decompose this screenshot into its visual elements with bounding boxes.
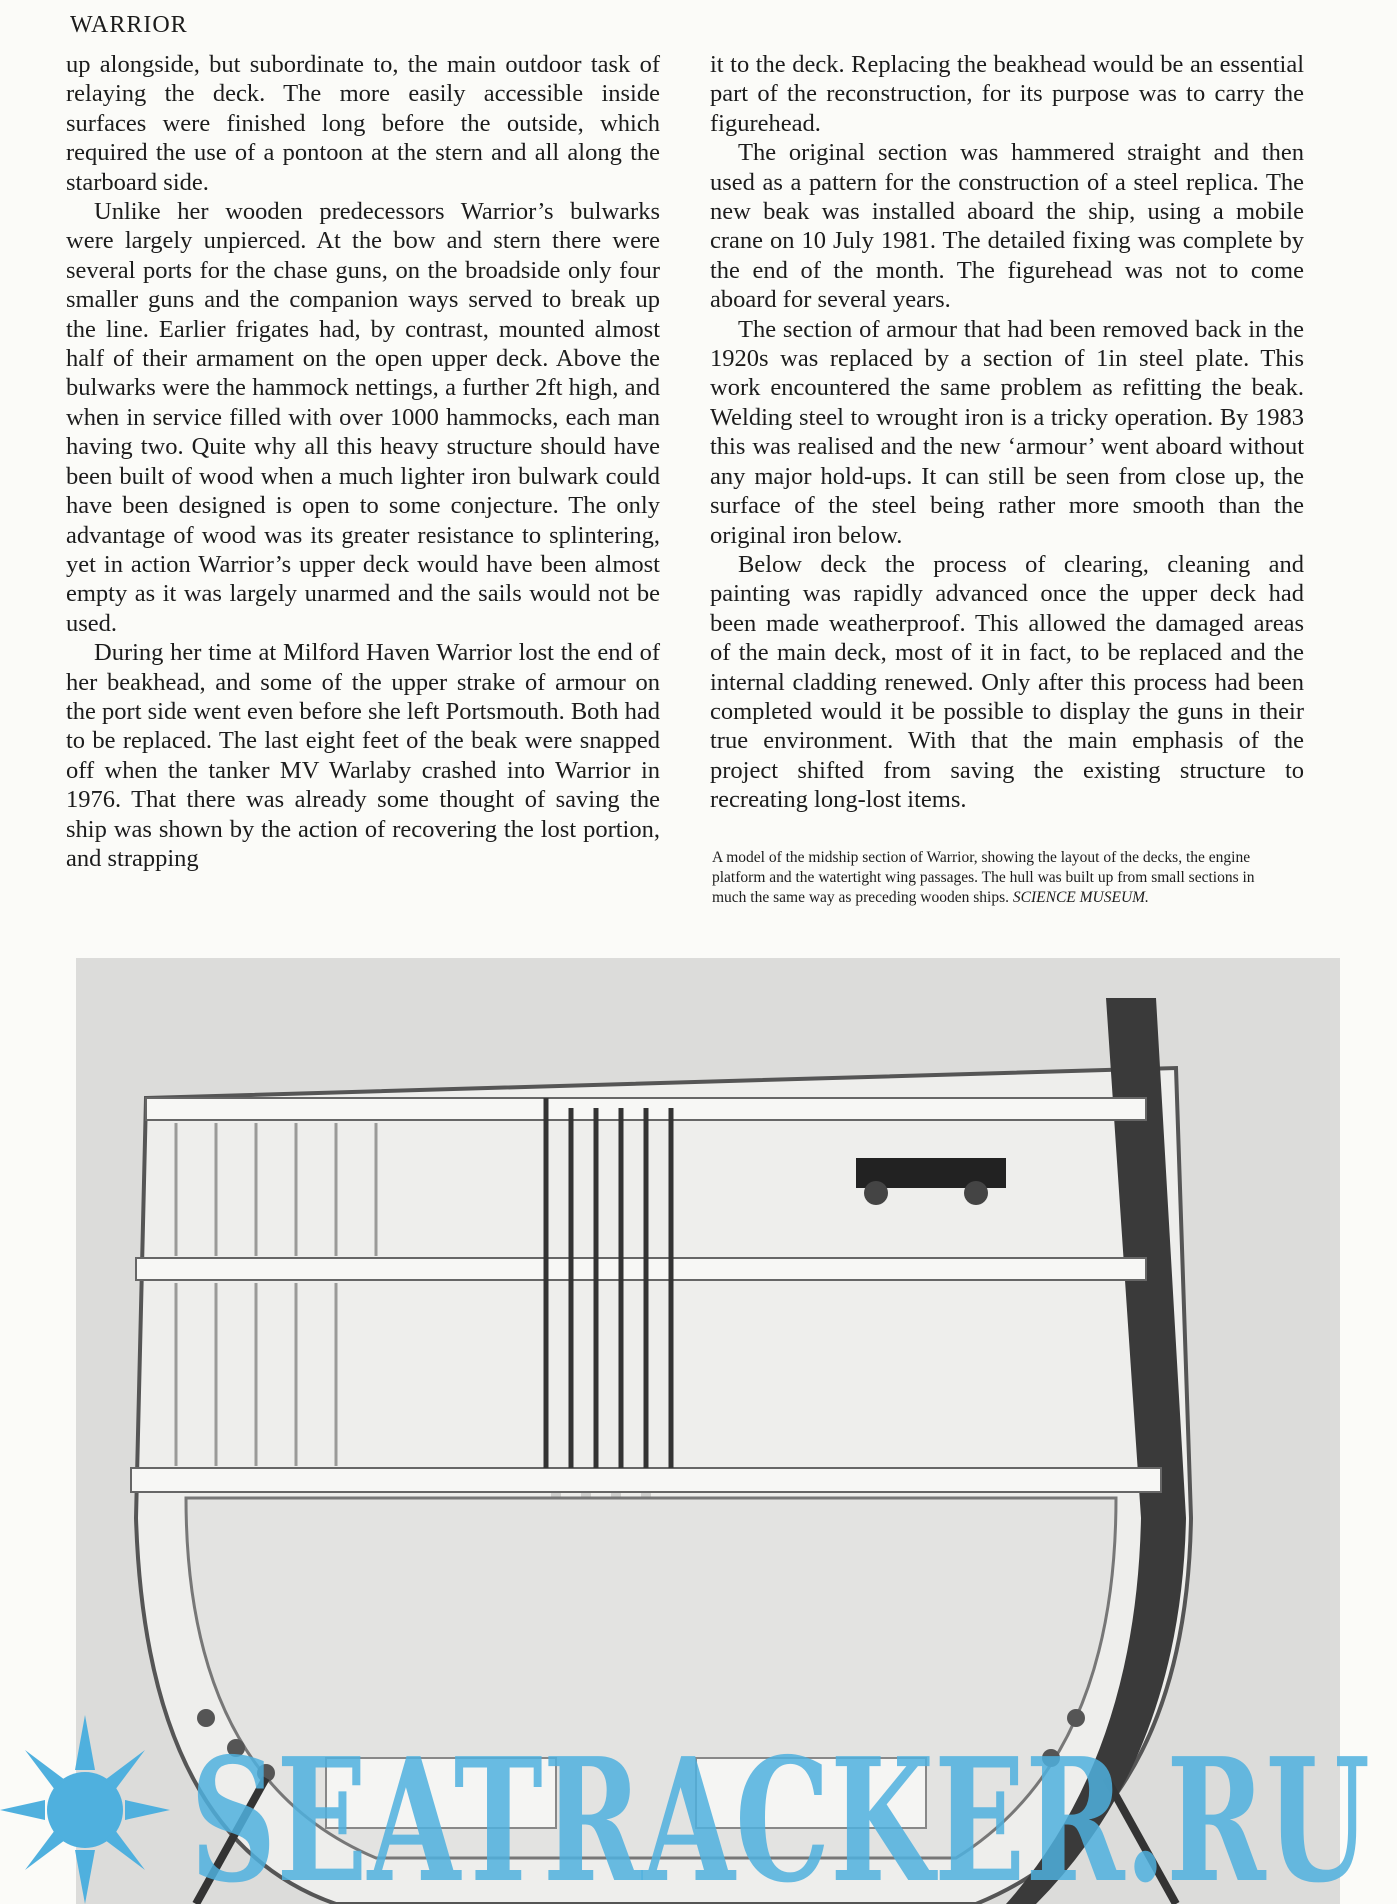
watermark-graphic <box>0 1715 1397 1904</box>
paragraph: During her time at Milford Haven Warrior lost the end of her beakhead, and some of the upper strake of armour on the port side went even before she left Portsmouth. Both had to be replaced. The last eight feet of the beak were snapped off when the tanker MV Warlaby crashed into Warrior in 1976. That there was already some thought of saving the ship was shown by the action of recovering the lost portion, and strapping <box>66 639 660 872</box>
left-column <box>66 50 660 873</box>
running-head: WARRIOR <box>70 12 188 38</box>
paragraph: up alongside, but subordinate to, the main outdoor task of relaying the deck. The more easily accessible inside surfaces were finished long before the outside, which required the use of a pontoon at the stern and all along the starboard side. <box>66 51 660 196</box>
watermark-text: SEATRACKER.RU <box>190 1721 1370 1904</box>
paragraph: it to the deck. Replacing the beakhead would be an essential part of the reconstruction, for its purpose was to carry the figurehead. <box>710 51 1304 137</box>
figure-caption <box>712 848 1272 908</box>
paragraph: Unlike her wooden predecessors Warrior’s bulwarks were largely unpierced. At the bow and stern there were several ports for the chase guns, on the broadside only four smaller guns and the companion ways served to break up the line. Earlier frigates had, by contrast, mounted almost half of their armament on the open upper deck. Above the bulwarks were the hammock nettings, a further 2ft high, and when in service filled with over 1000 hammocks, each man having two. Quite why all this heavy structure should have been built of wood when a much lighter iron bulwark could have been designed is open to some conjecture. The only advantage of wood was its greater resistance to splintering, yet in action Warrior’s upper deck would have been almost empty as it was largely unarmed and the sails would not be used. <box>66 198 660 637</box>
paragraph: Below deck the process of clearing, cleaning and painting was rapidly advanced once the upper deck had been made weatherproof. This allowed the damaged areas of the main deck, most of it in fact, to be replaced and the internal cladding renewed. Only after this process had been completed would it be possible to display the guns in their true environment. With that the main emphasis of the project shifted from saving the existing structure to recreating long-lost items. <box>710 550 1304 814</box>
paragraph: The original section was hammered straight and then used as a pattern for the construction of a steel replica. The new beak was installed aboard the ship, using a mobile crane on 10 July 1981. The detailed fixing was complete by the end of the month. The figurehead was not to come aboard for several years. <box>710 139 1304 314</box>
right-column <box>710 50 1304 815</box>
caption-credit: SCIENCE MUSEUM. <box>1012 889 1149 906</box>
seatracker-watermark <box>0 1715 1397 1904</box>
caption-text: A model of the midship section of Warrior, showing the layout of the decks, the engine platform and the watertight wing passages. The hull was built up from small sections in much the same way as preceding wooden ships. <box>712 849 1255 906</box>
sun-burst-icon <box>0 1715 170 1904</box>
paragraph: The section of armour that had been removed back in the 1920s was replaced by a section of 1in steel plate. This work encountered the same problem as refitting the beak. Welding steel to wrought iron is a tricky operation. By 1983 this was realised and the new ‘armour’ went aboard without any major hold-ups. It can still be seen from close up, the surface of the steel being rather more smooth than the original iron below. <box>710 315 1304 549</box>
